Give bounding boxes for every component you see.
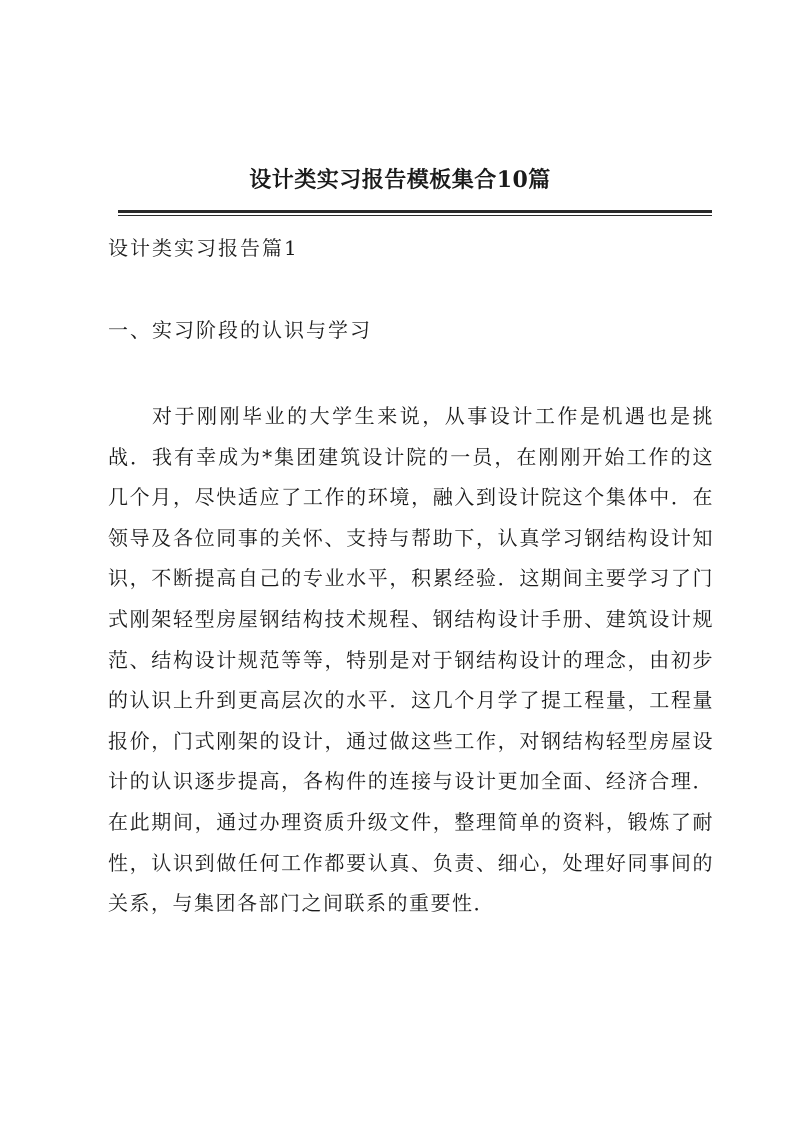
title-divider-thick: [118, 210, 712, 213]
section-heading: 设计类实习报告篇1: [108, 236, 299, 260]
body-paragraph: 对于刚刚毕业的大学生来说，从事设计工作是机遇也是挑战．我有幸成为*集团建筑设计院的一员，在刚刚开始工作的这几个月，尽快适应了工作的环境，融入到设计院这个集体中．在领导及各位同事的关怀、支持与帮助下，认真学习钢结构设计知识，不断提高自己的专业水平，积累经验．这期间主要学习了门式刚架轻型房屋钢结构技术规程、钢结构设计手册、建筑设计规范、结构设计规范等等，特别是对于钢结构设计的理念，由初步的认识上升到更高层次的水平．这几个月学了提工程量，工程量报价，门式刚架的设计，通过做这些工作，对钢结构轻型房屋设计的认识逐步提高，各构件的连接与设计更加全面、经济合理．在此期间，通过办理资质升级文件，整理简单的资料，锻炼了耐性，认识到做任何工作都要认真、负责、细心，处理好同事间的关系，与集团各部门之间联系的重要性．: [108, 404, 714, 916]
sub-heading: 一、实习阶段的认识与学习: [108, 318, 372, 342]
document-title: 设计类实习报告模板集合10篇: [249, 167, 551, 193]
title-divider-thin: [118, 215, 712, 216]
